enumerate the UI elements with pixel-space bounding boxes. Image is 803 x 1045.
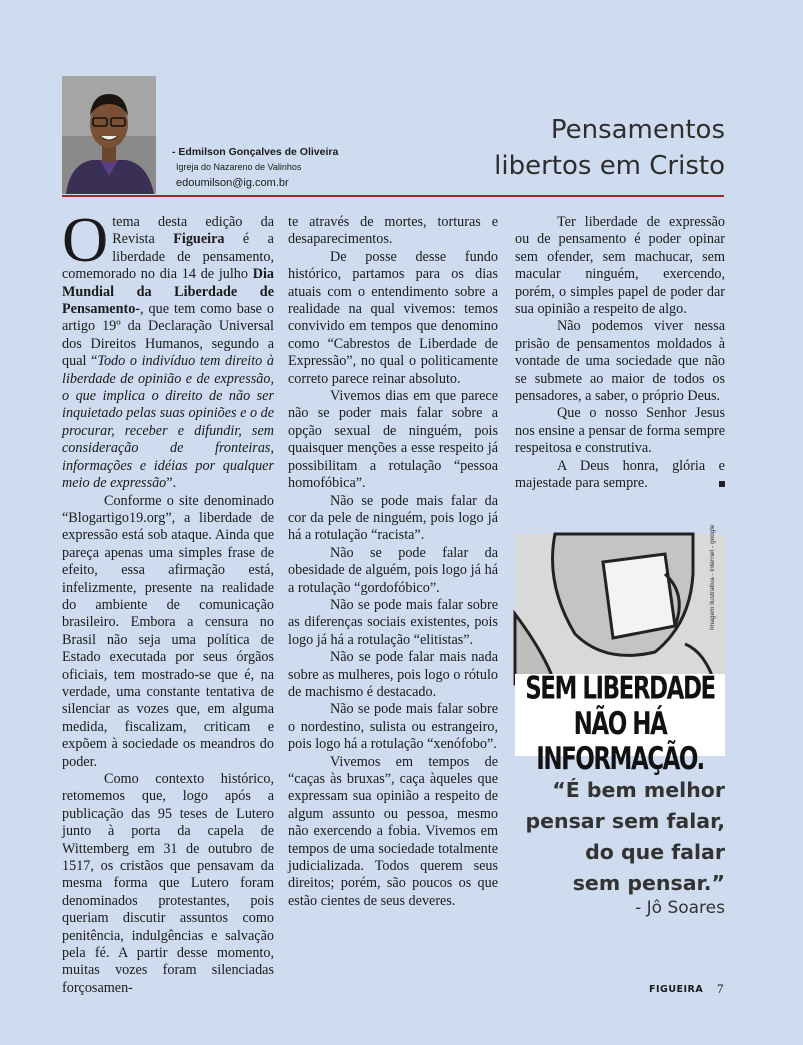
article-19-quote: Todo o indivíduo tem direito à liberdade de opinião e de expressão, o que implica o direito de não ser inquietado pelas suas opiniões e o de procurar, receber e difundir, sem consideração de fronteiras, informações e idéias por qualquer meio de expressão: [62, 353, 275, 492]
paragraph: Não podemos viver nessa prisão de pensamentos moldados à vontade de uma sociedade que não se submete ao maior de todos os pensadores, a saber, o próprio Deus.: [515, 318, 725, 405]
author-portrait: [62, 76, 156, 194]
quote-line-4: sem pensar.”: [572, 871, 725, 895]
quote-author: - Jô Soares: [635, 898, 725, 918]
paragraph-intro: [62, 204, 275, 493]
banner-line-2: NÃO HÁ INFORMAÇÃO.: [536, 706, 704, 778]
paragraph: Ter liberdade de expressão ou de pensamento é poder opinar sem ofender, sem machucar, sem macular ninguém, exercendo, porém, o simples papel de poder dar sua opinião a respeito de algo.: [515, 214, 725, 318]
pull-quote: [465, 775, 725, 899]
paragraph: Não se pode mais falar sobre o nordestino, sulista ou estrangeiro, pois logo há a rotulação “xenófobo”.: [288, 701, 498, 753]
column-1: [62, 204, 275, 997]
text-run: é a liberdade de pensamento, comemorado no dia 14 de julho: [62, 231, 274, 283]
paragraph: Não se pode falar mais nada sobre as mulheres, pois logo o rótulo de machismo é destacado.: [288, 649, 498, 700]
text-run: ”.: [166, 475, 177, 492]
end-mark-icon: [719, 481, 725, 487]
quote-line-3: do que falar: [585, 840, 725, 864]
column-3: [515, 214, 725, 493]
magazine-logo: FIGUEIRA: [649, 984, 704, 995]
author-email[interactable]: edoumilson@ig.com.br: [176, 177, 289, 189]
paragraph: Vivemos dias em que parece não se poder mais falar sobre a opção sexual de ninguém, pois quaisquer menções a esse respeito já possibilitam a rotulação “pessoa homofóbica”.: [288, 388, 498, 492]
quote-line-1: “É bem melhor: [552, 778, 725, 802]
image-credit: Imagem ilustrativa - internet - google: [709, 524, 716, 630]
author-photo: [62, 76, 156, 194]
paragraph: te através de mortes, torturas e desaparecimentos.: [288, 214, 498, 248]
day-name: Dia Mundial da Liberdade de Pensamento-: [62, 266, 274, 318]
paragraph: Vivemos em tempos de “caças às bruxas”, caça àqueles que expressam sua opinião a respeito de algum assunto ou pessoa, mesmo não exercendo a fobia. Vivemos em tempos de uma sociedade totalmente judicializada. Todos querem seus direitos; porém, são poucos os que estão cientes de seus deveres.: [288, 753, 498, 909]
author-church: Igreja do Nazareno de Valinhos: [176, 162, 302, 172]
magazine-name: Figueira: [173, 231, 225, 248]
paragraph: Como contexto histórico, retomemos que, logo após a publicação das 95 teses de Lutero junto à porta da capela de Wittemberg em 31 de outubro de 1517, os cristãos que pensavam da mesma forma que Lutero foram denominados protestantes, pois queriam discutir assuntos como penitência, indulgências e salvação pela fé. A partir desse momento, muitas vozes foram silenciadas forçosamen-: [62, 771, 274, 996]
paragraph: Não se pode mais falar sobre as diferenças sociais existentes, pois logo já há a rotulação “elitistas”.: [288, 596, 498, 648]
article-title: [494, 112, 725, 184]
paragraph-closing: [515, 458, 725, 493]
paragraph: Conforme o site denominado “Blogartigo19.org”, a liberdade de expressão está sob ataque. Ainda que pareça apenas uma simples frase de efeito, essa afirmação está, infelizmente, presente na realidade do ambiente de comunicação brasileiro. Embora a censura no Brasil não seja uma política de Estado executada por seus órgãos oficiais, tem mostrado-se que é, na verdade, uma constante tentativa de silenciar as vozes que, em alguma medida, fiscalizam, criticam e expõem à sociedade os meandros do poder.: [62, 492, 274, 770]
quote-line-2: pensar sem falar,: [525, 809, 725, 833]
text-run: A Deus honra, glória e majestade para sempre.: [515, 457, 725, 492]
text-run: , que tem como base o artigo 19º da Declaração Universal dos Direitos Humanos, segundo a qual “: [62, 301, 274, 370]
title-line-1: Pensamentos: [550, 115, 725, 145]
title-line-2: libertos em Cristo: [494, 151, 725, 181]
paragraph: Não se pode mais falar da cor da pele de ninguém, pois logo já há a rotulação “racista”.: [288, 492, 498, 544]
paragraph: Que o nosso Senhor Jesus nos ensine a pensar de forma sempre respeitosa e construtiva.: [515, 405, 725, 457]
banner-line-1: SEM LIBERDADE: [525, 671, 715, 707]
drop-cap: O: [62, 204, 109, 275]
text-run: tema desta edição da Revista: [112, 214, 274, 248]
header-divider: [62, 195, 724, 197]
illustration: [515, 524, 725, 778]
paragraph: De posse desse fundo histórico, partamos para os dias atuais com o entendimento sobre a realidade na qual vivemos: temos convivido em tempos que denomino como “Cabrestos de Liberdade de Expressão”, no qual o politicamente correto parece reinar absoluto.: [288, 248, 498, 387]
paragraph: Não se pode falar da obesidade de alguém, pois logo já há a rotulação “gordofóbico”.: [288, 544, 498, 596]
author-name: - Edmilson Gonçalves de Oliveira: [172, 146, 339, 158]
page-number: 7: [717, 981, 724, 996]
